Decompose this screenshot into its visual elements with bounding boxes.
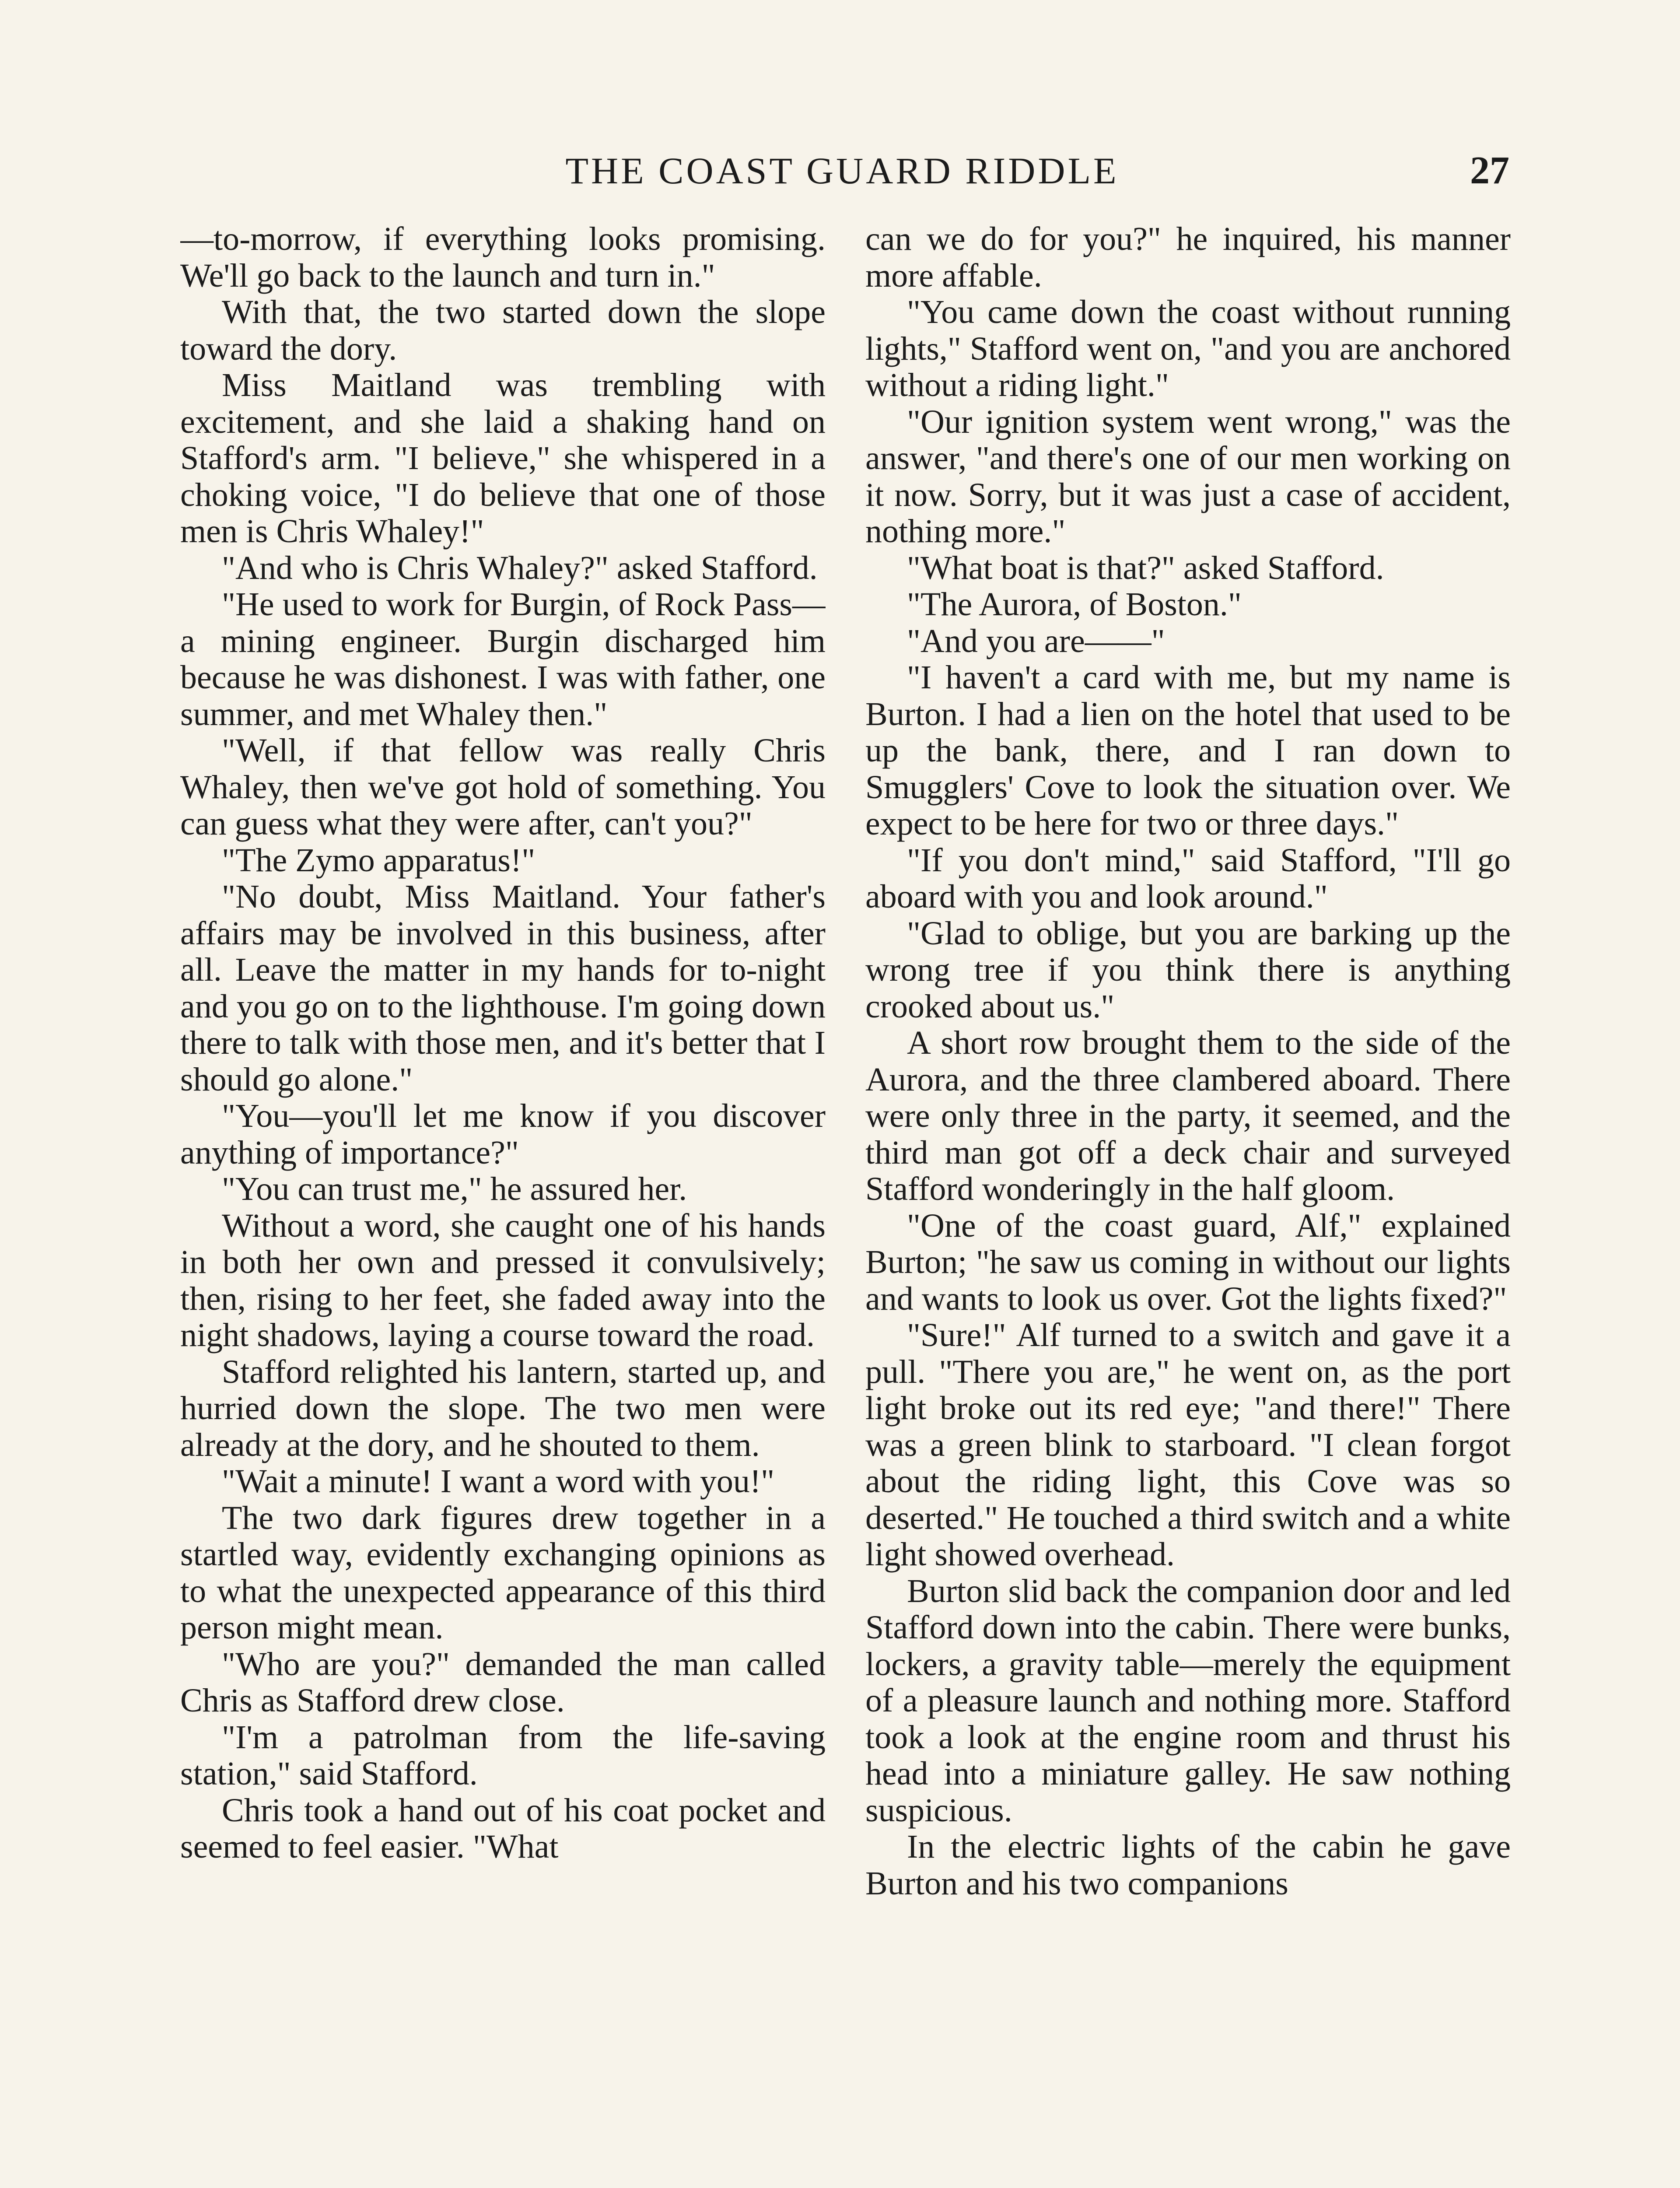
paragraph: "Wait a minute! I want a word with you!"	[222, 1463, 775, 1500]
paragraph: Without a word, she caught one of his hands in both her own and pressed it convulsively; then, rising to her feet, she faded away into the night shadows, laying a course toward the road.	[180, 1207, 826, 1353]
paragraph: "You can trust me," he assured her.	[222, 1171, 687, 1207]
paragraph: "I'm a patrolman from the life-saving station," said Stafford.	[180, 1718, 826, 1792]
running-title: THE COAST GUARD RIDDLE	[565, 150, 1119, 192]
paragraph: "What boat is that?" asked Stafford.	[907, 549, 1384, 586]
paragraph: "Our ignition system went wrong," was the answer, "and there's one of our men working on it now. Sorry, but it was just a case of accident, nothing more."	[865, 403, 1511, 550]
paragraph: "Well, if that fellow was really Chris Whaley, then we've got hold of something. You can guess what they were after, can't you?"	[180, 732, 826, 842]
paragraph: With that, the two started down the slope toward the dory.	[180, 294, 826, 367]
paragraph: Miss Maitland was trembling with excitement, and she laid a shaking hand on Stafford's arm. "I believe," she whispered in a choking voice, "I do believe that one of those men is Chris Whaley!"	[180, 367, 826, 550]
paragraph: "Glad to oblige, but you are barking up the wrong tree if you think there is anything crooked about us."	[865, 915, 1511, 1025]
page-number: 27	[1470, 149, 1509, 192]
page-header	[175, 147, 1509, 195]
paragraph: "The Aurora, of Boston."	[907, 586, 1242, 623]
paragraph: "He used to work for Burgin, of Rock Pass—a mining engineer. Burgin discharged him because he was dishonest. I was with father, one summer, and met Whaley then."	[180, 586, 826, 733]
paragraph: The two dark figures drew together in a startled way, evidently exchanging opinions as to what the unexpected appearance of this third person might mean.	[180, 1499, 826, 1646]
paragraph: can we do for you?" he inquired, his manner more affable.	[865, 221, 1511, 294]
paragraph: "You came down the coast without running lights," Stafford went on, "and you are anchored without a riding light."	[865, 294, 1511, 403]
paragraph: "Sure!" Alf turned to a switch and gave it a pull. "There you are," he went on, as the port light broke out its red eye; "and there!" There was a green blink to starboard. "I clean forgot about the riding light, this Cove was so deserted." He touched a third switch and a white light showed overhead.	[865, 1317, 1511, 1573]
paragraph: "And you are——"	[907, 622, 1165, 659]
paragraph: "And who is Chris Whaley?" asked Stafford.	[222, 549, 818, 586]
paragraph: "No doubt, Miss Maitland. Your father's affairs may be involved in this business, after all. Leave the matter in my hands for to-night and you go on to the lighthouse. I'm going down there to talk with those men, and it's better that I should go alone."	[180, 878, 826, 1098]
paragraph: "You—you'll let me know if you discover anything of importance?"	[180, 1098, 826, 1171]
paragraph: "I haven't a card with me, but my name is Burton. I had a lien on the hotel that used to be up the bank, there, and I ran down to Smugglers' Cove to look the situation over. We expect to be here for two or three days."	[865, 659, 1511, 842]
paragraph: Burton slid back the companion door and led Stafford down into the cabin. There were bunks, lockers, a gravity table—merely the equipment of a pleasure launch and nothing more. Stafford took a look at the engine room and thrust his head into a miniature galley. He saw nothing suspicious.	[865, 1572, 1511, 1829]
paragraph: —to-morrow, if everything looks promising. We'll go back to the launch and turn in."	[180, 221, 826, 294]
paragraph: "If you don't mind," said Stafford, "I'll go aboard with you and look around."	[865, 842, 1511, 915]
paragraph: "Who are you?" demanded the man called Chris as Stafford drew close.	[180, 1645, 826, 1719]
paragraph: "One of the coast guard, Alf," explained Burton; "he saw us coming in without our lights and wants to look us over. Got the lights fixed?"	[865, 1207, 1511, 1317]
paragraph: "The Zymo apparatus!"	[222, 842, 536, 879]
paragraph: In the electric lights of the cabin he gave Burton and his two companions	[865, 1828, 1511, 1902]
paragraph: Stafford relighted his lantern, started up, and hurried down the slope. The two men were already at the dory, and he shouted to them.	[180, 1353, 826, 1463]
left-column	[180, 221, 826, 2188]
paragraph: Chris took a hand out of his coat pocket and seemed to feel easier. "What	[180, 1792, 826, 1865]
paragraph: A short row brought them to the side of the Aurora, and the three clambered aboard. There were only three in the party, it seemed, and the third man got off a deck chair and surveyed Stafford wonderingly in the half gloom.	[865, 1024, 1511, 1207]
right-column	[865, 221, 1511, 2188]
